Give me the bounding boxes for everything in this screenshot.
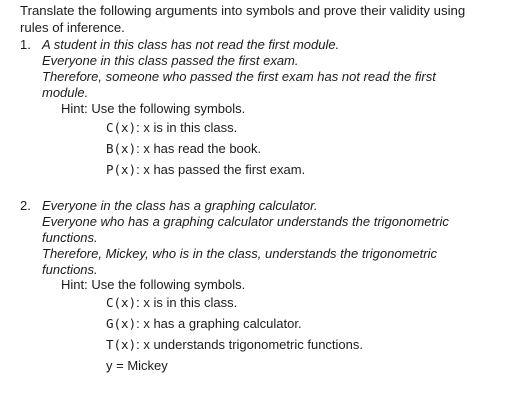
predicate-symbol: B(x) — [106, 141, 137, 156]
premise-1: Everyone in the class has a graphing calculator. — [42, 198, 318, 213]
symbol-definition — [106, 120, 237, 136]
conclusion-continued: module. — [42, 85, 89, 100]
predicate-description: : x understands trigonometric functions. — [136, 337, 363, 352]
predicate-symbol: P(x) — [106, 162, 137, 177]
problem-number: 1. — [20, 37, 31, 52]
conclusion-continued: functions. — [42, 262, 98, 277]
constant-definition: y = Mickey — [106, 358, 168, 373]
premise-2-continued: functions. — [42, 230, 98, 245]
symbol-definition — [106, 337, 363, 353]
argument-statements — [42, 198, 482, 278]
conclusion: Therefore, Mickey, who is in the class, understands the trigonometric — [42, 246, 437, 261]
argument-statements — [42, 37, 482, 101]
problem-number: 2. — [20, 198, 31, 213]
premise-2: Everyone who has a graphing calculator understands the trigonometric — [42, 214, 449, 229]
symbol-definition — [106, 316, 302, 332]
predicate-symbol: C(x) — [106, 120, 137, 135]
predicate-symbol: C(x) — [106, 295, 137, 310]
symbol-definition — [106, 162, 305, 178]
symbol-definition — [106, 295, 237, 311]
predicate-symbol: G(x) — [106, 316, 137, 331]
predicate-description: : x has passed the first exam. — [136, 162, 306, 177]
hint: Hint: Use the following symbols. — [61, 101, 246, 116]
premise-1: A student in this class has not read the first module. — [42, 37, 340, 52]
premise-2: Everyone in this class passed the first exam. — [42, 53, 299, 68]
conclusion: Therefore, someone who passed the first exam has not read the first — [42, 69, 436, 84]
predicate-description: : x has a graphing calculator. — [136, 316, 302, 331]
predicate-description: : x has read the book. — [136, 141, 262, 156]
symbol-definition — [106, 141, 261, 157]
predicate-symbol: T(x) — [106, 337, 137, 352]
predicate-description: : x is in this class. — [136, 295, 238, 310]
instructions: Translate the following arguments into symbols and prove their validity using rules of inference. — [20, 3, 466, 35]
predicate-description: : x is in this class. — [136, 120, 238, 135]
hint: Hint: Use the following symbols. — [61, 277, 246, 292]
